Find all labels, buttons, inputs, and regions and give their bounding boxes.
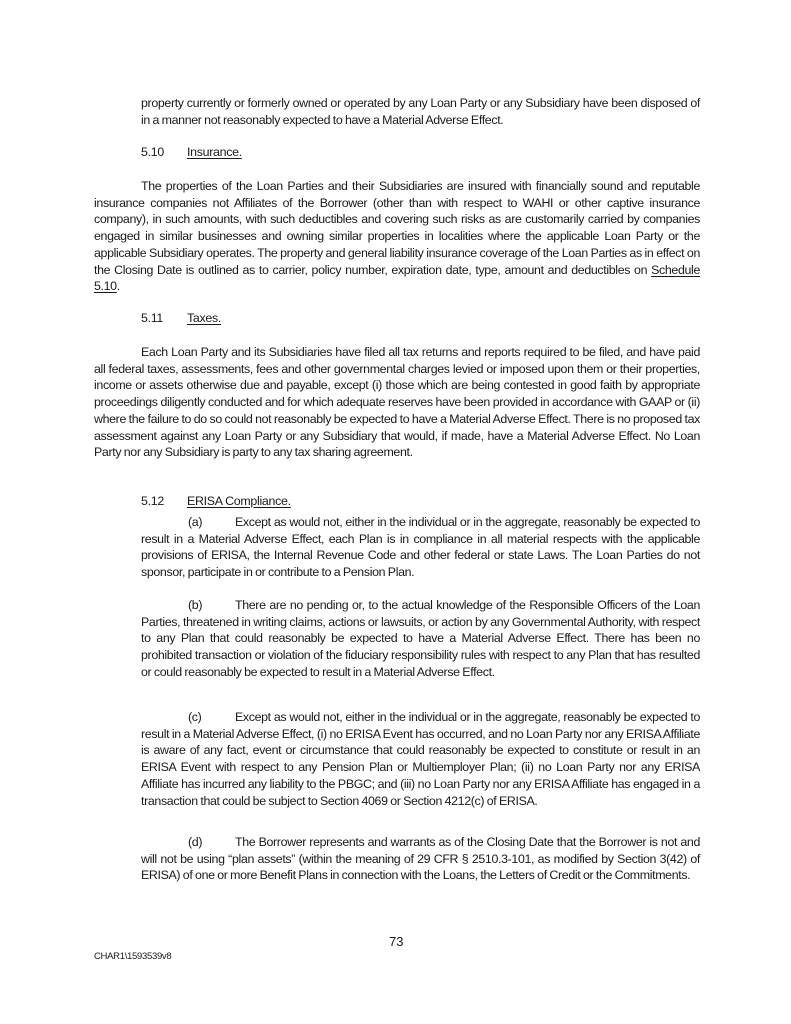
subsection-a <box>141 514 700 581</box>
page-number: 73 <box>389 934 404 949</box>
subsection-text: The Borrower represents and warrants as of the Closing Date that the Borrower is not and will not be using “plan assets” (within the meaning of 29 CFR § 2510.3-101, as modified by Section 3(42) of ERISA) of one or more Benefit Plans in connection with the Loans, the Letters of Credit or the Commitments. <box>141 835 700 883</box>
paragraph-text: The properties of the Loan Parties and their Subsidiaries are insured with financially sound and reputable insurance companies not Affiliates of the Borrower (other than with respect to WAHI or other captive insurance company), in such amounts, with such deductibles and covering such risks as are customarily carried by companies engaged in similar businesses and owning similar properties in localities where the applicable Loan Party or the applicable Subsidiary operates. The property and general liability insurance coverage of the Loan Parties as in effect on the Closing Date is outlined as to carrier, policy number, expiration date, type, amount and deductibles on <box>94 179 700 277</box>
subsection-c <box>141 709 700 809</box>
section-number: 5.11 <box>141 311 163 325</box>
subsection-text: There are no pending or, to the actual knowledge of the Responsible Officers of the Loan Parties, threatened in writing claims, actions or lawsuits, or action by any Governmental Authority, with respect to any Plan that could reasonably be expected to have a Material Adverse Effect. There has been no prohibited transaction or violation of the fiduciary responsibility rules with respect to any Plan that has resulted or could reasonably be expected to result in a Material Adverse Effect. <box>141 598 700 679</box>
subsection-d <box>141 834 700 884</box>
subsection-text: Except as would not, either in the individual or in the aggregate, reasonably be expected to result in a Material Adverse Effect, each Plan is in compliance in all material respects with the applicable provisions of ERISA, the Internal Revenue Code and other federal or state Laws. The Loan Parties do not sponsor, participate in or contribute to a Pension Plan. <box>141 515 700 580</box>
section-5-11-paragraph: Each Loan Party and its Subsidiaries have filed all tax returns and reports required to be filed, and have paid all federal taxes, assessments, fees and other governmental charges levied or imposed upon them or their properties, income or assets otherwise due and payable, except (i) those which are being contested in good faith by appropriate proceedings diligently conducted and for which adequate reserves have been provided in accordance with GAAP or (ii) where the failure to do so could not reasonably be expected to have a Material Adverse Effect. There is no proposed tax assessment against any Loan Party or any Subsidiary that would, if made, have a Material Adverse Effect. No Loan Party nor any Subsidiary is party to any tax sharing agreement. <box>94 345 700 460</box>
section-5-10-paragraph <box>94 178 700 295</box>
section-number: 5.12 <box>141 494 164 508</box>
subsection-label: (c) <box>188 710 202 724</box>
section-heading-5-11 <box>141 310 221 327</box>
section-title: Insurance. <box>187 145 242 159</box>
paragraph-text-end: . <box>116 279 120 294</box>
section-title: ERISA Compliance. <box>187 494 291 508</box>
continuation-paragraph: property currently or formerly owned or operated by any Loan Party or any Subsidiary have been disposed of in a manner not reasonably expected to have a Material Adverse Effect. <box>141 96 700 127</box>
schedule-5-10-reference: Schedule 5.10 <box>94 262 700 294</box>
document-id: CHAR1\1593539v8 <box>94 951 172 962</box>
subsection-b <box>141 597 700 681</box>
section-heading-5-10 <box>141 144 242 161</box>
subsection-text: Except as would not, either in the individual or in the aggregate, reasonably be expected to result in a Material Adverse Effect, (i) no ERISA Event has occurred, and no Loan Party nor any ERISA Affiliate is aware of any fact, event or circumstance that could reasonably be expected to constitute or result in an ERISA Event with respect to any Pension Plan or Multiemployer Plan; (ii) no Loan Party nor any ERISA Affiliate has incurred any liability to the PBGC; and (iii) no Loan Party nor any ERISA Affiliate has engaged in a transaction that could be subject to Section 4069 or Section 4212(c) of ERISA. <box>141 710 700 808</box>
subsection-label: (d) <box>188 835 203 849</box>
subsection-label: (b) <box>188 598 203 612</box>
section-title: Taxes. <box>187 311 222 325</box>
subsection-label: (a) <box>188 515 203 529</box>
section-number: 5.10 <box>141 145 164 159</box>
section-heading-5-12 <box>141 493 291 510</box>
